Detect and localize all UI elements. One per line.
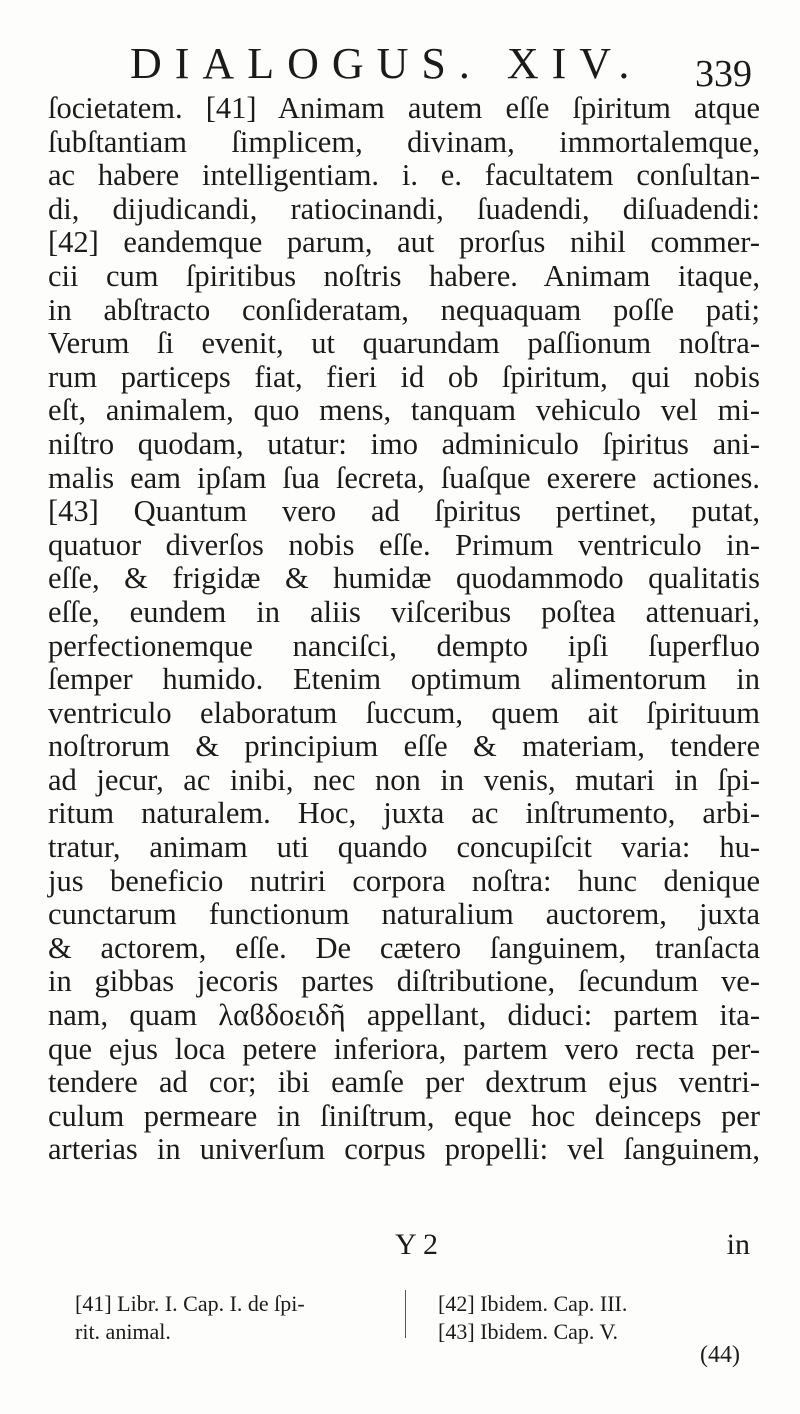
text-line: ſemper humido. Etenim optimum alimentorum in (48, 662, 760, 697)
text-line: ventriculo elaboratum ſuccum, quem ait ſpirituum (48, 695, 760, 730)
text-line: eſſe, eundem in aliis viſceribus poſtea attenuari, (48, 594, 760, 629)
text-line: in abſtracto conſideratam, nequaquam poſſe pati; (48, 292, 760, 327)
page-number: 339 (695, 53, 752, 95)
footnote-42: [42] Ibidem. Cap. III. (438, 1291, 628, 1316)
text-line: [42] eandemque parum, aut prorſus nihil commer- (48, 225, 760, 260)
text-line: ad jecur, ac inibi, nec non in venis, mutari in ſpi- (48, 762, 760, 797)
footnote-right (438, 1290, 758, 1346)
footnote-41-line2: rit. animal. (75, 1319, 171, 1344)
text-line: culum permeare in ſiniſtrum, eque hoc deinceps per (48, 1098, 760, 1133)
text-line: ſubſtantiam ſimplicem, divinam, immortalemque, (48, 124, 760, 159)
footnote-left (75, 1290, 395, 1346)
text-line: di, dijudicandi, ratiocinandi, ſuadendi, diſuadendi: (48, 191, 760, 226)
text-line: [43] Quantum vero ad ſpiritus pertinet, putat, (48, 494, 760, 529)
text-line: jus beneficio nutriri corpora noſtra: hunc denique (48, 863, 760, 898)
body-text (48, 92, 760, 1167)
text-line: & actorem, eſſe. De cætero ſanguinem, tranſacta (48, 930, 760, 965)
text-line: Verum ſi evenit, ut quarundam paſſionum noſtra- (48, 326, 760, 361)
text-line: quatuor diverſos nobis eſſe. Primum ventriculo in- (48, 527, 760, 562)
text-line: ſocietatem. [41] Animam autem eſſe ſpiritum atque (48, 91, 760, 125)
signature-mark: Y 2 (395, 1228, 439, 1261)
text-line: in gibbas jecoris partes diſtributione, ſecundum ve- (48, 964, 760, 999)
catchword: in (726, 1228, 750, 1261)
text-line: eſſe, & frigidæ & humidæ quodammodo qualitatis (48, 561, 760, 596)
text-line: perfectionemque nanciſci, dempto ipſi ſuperfluo (48, 628, 760, 663)
running-title: DIALOGUS. XIV. (130, 39, 643, 88)
footnote-41-line1: [41] Libr. I. Cap. I. de ſpi- (75, 1291, 305, 1316)
text-line: nam, quam λαϐδοειδῆ appellant, diduci: partem ita- (48, 998, 760, 1033)
footnote-43: [43] Ibidem. Cap. V. (438, 1319, 619, 1344)
text-line: cii cum ſpiritibus noſtris habere. Animam itaque, (48, 258, 760, 293)
text-line: ac habere intelligentiam. i. e. facultatem conſultan- (48, 158, 760, 193)
text-line: noſtrorum & principium eſſe & materiam, tendere (48, 729, 760, 764)
text-line: arterias in univerſum corpus propelli: vel ſanguinem, (48, 1132, 760, 1167)
text-line: niſtro quodam, utatur: imo adminiculo ſpiritus ani- (48, 426, 760, 461)
text-line: malis eam ipſam ſua ſecreta, ſuaſque exerere actiones. (48, 460, 760, 495)
footnote-divider (405, 1290, 408, 1338)
text-line: eſt, animalem, quo mens, tanquam vehiculo vel mi- (48, 393, 760, 428)
text-line: ritum naturalem. Hoc, juxta ac inſtrumento, arbi- (48, 796, 760, 831)
sheet-number: (44) (700, 1342, 740, 1368)
text-line: cunctarum functionum naturalium auctorem, juxta (48, 897, 760, 932)
page-header (0, 38, 800, 98)
text-line: tratur, animam uti quando concupiſcit varia: hu- (48, 830, 760, 865)
text-line: tendere ad cor; ibi eamſe per dextrum ejus ventri- (48, 1065, 760, 1100)
text-line: que ejus loca petere inferiora, partem vero recta per- (48, 1031, 760, 1066)
text-line: rum particeps fiat, fieri id ob ſpiritum, qui nobis (48, 359, 760, 394)
